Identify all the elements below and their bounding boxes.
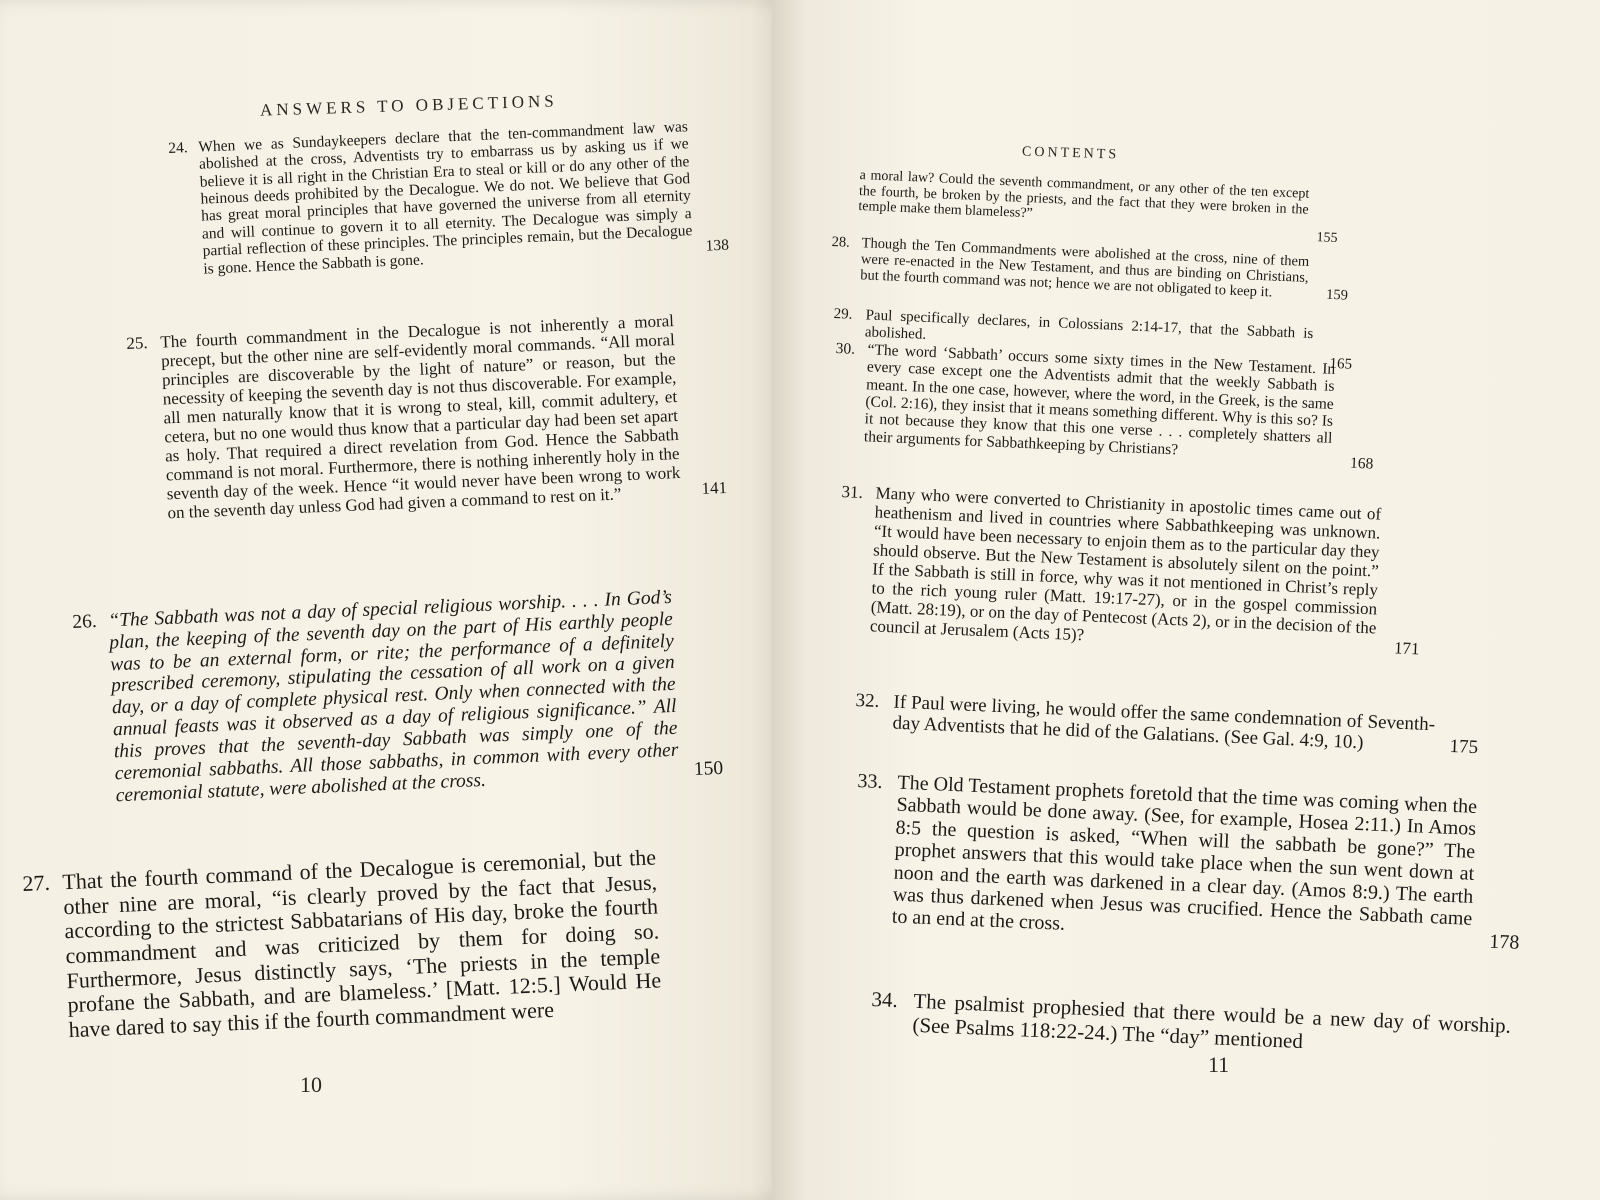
entry-number: 25. — [126, 333, 149, 353]
entry-text: When we as Sundaykeepers declare that the ten-commandment law was abolished at the cross, Adventists try to embarrass us by asking us if we believe it is all right in the Christian Era to steal or kill or do any other of the heinous deeds prohibited by the Decalogue. We do not. We believe that God has great moral principles that have governed the universe from all eternity and will continue to govern it to all eternity. The Decalogue was simply a partial reflection of these principles. The principles remain, but the Decalogue is gone. Hence the Sabbath is gone. — [197, 118, 693, 278]
running-head-left: ANSWERS TO OBJECTIONS — [259, 91, 559, 120]
toc-entry-25 — [126, 311, 728, 524]
toc-entry-33 — [851, 770, 1520, 955]
entry-block — [168, 118, 730, 278]
entry-number: 29. — [833, 306, 853, 323]
entry-block — [871, 987, 1512, 1053]
entry-block — [858, 168, 1338, 247]
toc-entry-34 — [870, 988, 1511, 1062]
toc-entry-32 — [854, 690, 1479, 759]
entry-number: 27. — [21, 869, 51, 896]
entry-block — [72, 586, 724, 806]
entry-block — [126, 311, 728, 523]
right-page — [772, 0, 1600, 1200]
entry-text: The fourth commandment in the Decalogue is not inherently a moral precept, but the other nine are self-evidently moral commands. “All moral principles are discoverable by the light of nature” or reason, but the necessity of keeping the seventh day is not thus discoverable. For example, all men naturally know that it is wrong to steal, kill, commit adultery, et cetera, but no one would thus know that a particular day had been set apart as holy. That required a direct revelation from God. Hence the Sabbath command is not moral. Furthermore, there is nothing inherently holy in the seventh day of the week. Hence “it would never have been wrong to work on the seventh day unless God had given a command to rest on it.” — [159, 311, 681, 523]
entry-text: “The Sabbath was not a day of special religious worship. . . . In God’s plan, the keeping of the seventh day on the part of His earthly people was to be an external form, or rite; the performance of a definitely prescribed ceremony, stipulating the cessation of all work on a given day, or a day of complete physical rest. Only when connected with the annual feasts was it observed as a day of religious significance.” All this proves that the seventh-day Sabbath was simply one of the ceremonial sabbaths. All those sabbaths, in common with every other ceremonial statute, were abolished at the cross. — [107, 586, 679, 806]
toc-entry-26 — [72, 586, 724, 808]
toc-entry-24 — [168, 118, 730, 279]
entry-number: 34. — [871, 987, 899, 1013]
toc-entry-31 — [836, 482, 1420, 659]
entry-number: 32. — [855, 690, 880, 712]
entry-page-number: 168 — [1349, 454, 1374, 473]
entry-text: The Old Testament prophets foretold that the time was coming when the Sabbath would be done away. (See, for example, Hosea 2:11.) In Amos 8:5 the question is asked, “When will the sabbath be gone?” The prophet answers that this would take place when the sun went down at noon and the earth was darkened in a clear day. (Amos 8:9.) The earth was thus darkened when Jesus was crucified. Hence the Sabbath came to an end at the cross. — [891, 771, 1478, 936]
page-number-right: 11 — [1208, 1052, 1230, 1077]
entry-number: 24. — [168, 139, 189, 157]
toc-entry-continuation — [858, 168, 1338, 247]
entry-text: The psalmist prophesied that there would be a new day of worship. (See Psalms 118:22-24.) The “day” mentioned — [912, 988, 1512, 1053]
entry-block — [21, 844, 662, 1042]
entry-page-number: 141 — [701, 478, 728, 499]
entry-number: 28. — [831, 234, 851, 251]
entry-page-number: 138 — [705, 236, 730, 255]
toc-entry-27 — [22, 845, 663, 1044]
entry-text: “The word ‘Sabbath’ occurs some sixty times in the New Testament. In every case except one the Adventists admit that the weekly Sabbath is meant. In the one case, however, where the word, in the Greek, is the same (Col. 2:16), they insist that it means something different. Why is this so? Is it not because they know that this one verse . . . completely shatters all their arguments for Sabbathkeeping by Christians? — [863, 341, 1336, 459]
entry-number: 30. — [835, 340, 856, 358]
entry-page-number: 159 — [1325, 287, 1349, 305]
page-number-left: 10 — [300, 1072, 322, 1097]
entry-block — [841, 482, 1420, 659]
entry-block — [857, 770, 1520, 955]
entry-page-number: 150 — [693, 757, 724, 780]
entry-text: That the fourth command of the Decalogue is ceremonial, but the other nine are moral, “is clearly proved by the fact that Jesus, according to the strictest Sabbatarians of His day, broke the fourth commandment and was criticized by them for doing so. Furthermore, Jesus distinctly says, ‘The priests in the temple profane the Sabbath, and are blameless.’ [Matt. 12:5.] Would He have dared to say this if the fourth commandment were — [61, 844, 662, 1042]
entry-page-number: 175 — [1449, 736, 1479, 759]
left-page — [0, 0, 790, 1200]
entry-page-number: 171 — [1393, 638, 1420, 659]
running-head-right: CONTENTS — [1021, 144, 1120, 163]
entry-text: a moral law? Could the seventh commandment, or any other of the ten except the fourth, be broken by the priests, and the fact that they were broken in the temple make them blameless?” — [858, 168, 1310, 222]
entry-page-number: 178 — [1488, 930, 1520, 955]
entry-text: Many who were converted to Christianity in apostolic times came out of heathenism and lived in countries where Sabbathkeeping was unknown. “It would have been necessary to enjoin them as to the particular day they should observe. But the New Testament is absolutely silent on the point.” If the Sabbath is still in force, why was it not mentioned in Christ’s reply to the rich young ruler (Matt. 19:17-27), or in the gospel commission (Matt. 28:19), or on the day of Pentecost (Acts 2), or in the decision of the council at Jerusalem (Acts 15)? — [869, 483, 1382, 645]
entry-block — [855, 690, 1479, 759]
entry-text: Paul specifically declares, in Colossians 2:14-17, that the Sabbath is abolished. — [864, 307, 1314, 343]
entry-number: 33. — [857, 770, 883, 794]
entry-page-number: 155 — [1316, 230, 1338, 247]
entry-page-number: 165 — [1329, 355, 1353, 373]
entry-number: 26. — [72, 610, 98, 633]
entry-number: 31. — [841, 482, 864, 502]
entry-text: If Paul were living, he would offer the same condemnation of Seventh-day Adventists that he did of the Galatians. (See Gal. 4:9, 10.) — [892, 691, 1436, 754]
entry-text: Though the Ten Commandments were abolished at the cross, nine of them were re-enacted in the New Testament, and thus are binding on Christians, but the fourth command was not; hence we are not obligated to keep it. — [859, 235, 1310, 301]
